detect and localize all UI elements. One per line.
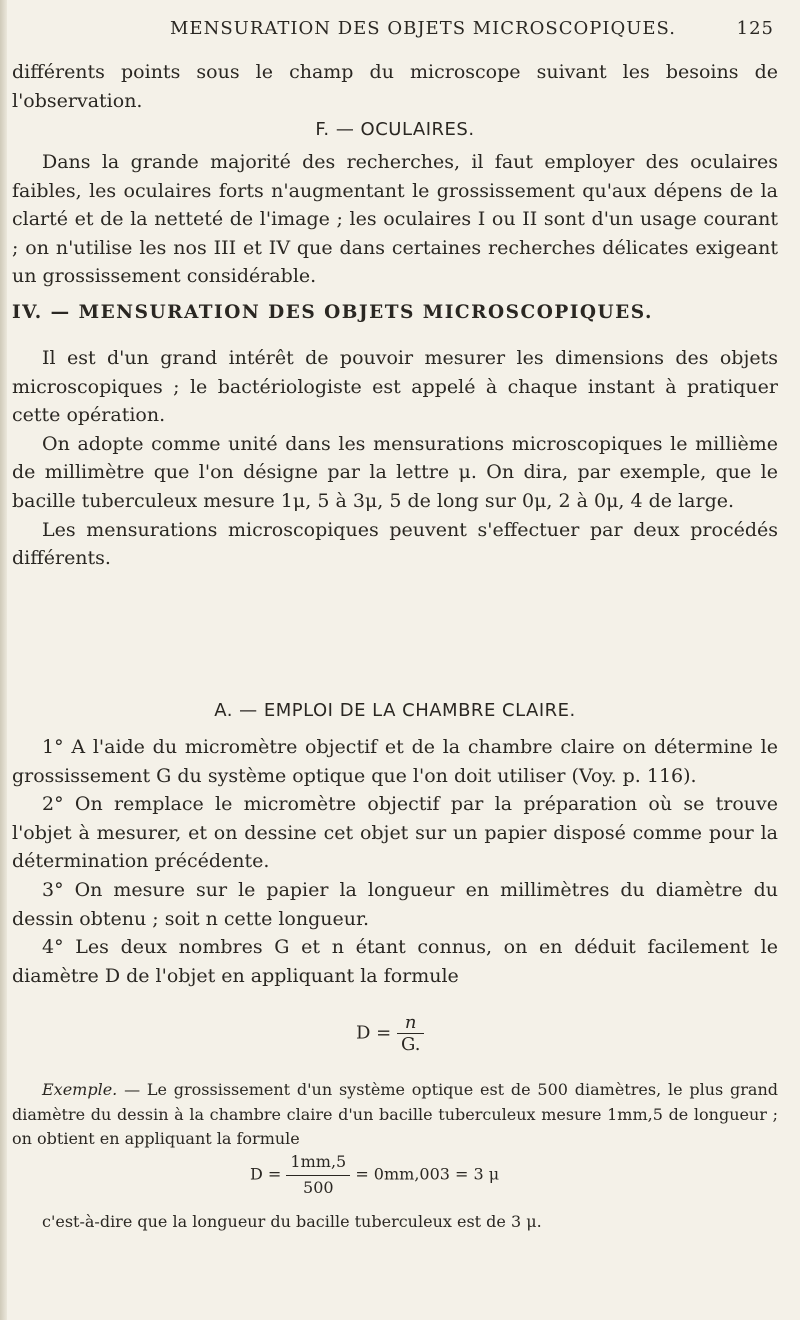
formula-d-equals-n-over-g: D = $\frac{n}{G.}$	[356, 1012, 424, 1055]
oculaires-heading: F. — OCULAIRES.	[315, 119, 475, 140]
step-4: 4° Les deux nombres G et n étant connus, on en déduit facilement le diamètre D de l'objet en appliquant la formule	[12, 936, 778, 987]
example-paragraph	[12, 1078, 778, 1152]
step-3: 3° On mesure sur le papier la longueur en millimètres du diamètre du dessin obtenu ; soit n cette longueur.	[12, 878, 778, 930]
step-1: 1° A l'aide du micromètre objectif et de la chambre claire on détermine le grossissement G du système optique que l'on doit utiliser (Voy. p. 116).	[12, 736, 778, 787]
conclusion-paragraph: c'est-à-dire que la longueur du bacille tuberculeux est de 3 μ.	[42, 1212, 542, 1231]
intro-paragraph: différents points sous le champ du microscope suivant les besoins de l'observation.	[12, 61, 778, 112]
step-2: 2° On remplace le micromètre objectif par la préparation où se trouve l'objet à mesurer, et on dessine cet objet sur un papier disposé comme pour la détermination précédente.	[12, 793, 778, 873]
example-text: — Le grossissement d'un système optique est de 500 diamètres, le plus grand diamètre du dessin à la chambre claire d'un bacille tuberculeux mesure 1mm,5 de longueur ; on obtient en appliquant la formule	[12, 1080, 778, 1148]
section-heading: IV. — MENSURATION DES OBJETS MICROSCOPIQUES.	[12, 302, 653, 323]
section-p3: Les mensurations microscopiques peuvent s'effectuer par deux procédés différents.	[12, 518, 778, 570]
chambre-heading: A. — EMPLOI DE LA CHAMBRE CLAIRE.	[214, 700, 576, 721]
running-title: MENSURATION DES OBJETS MICROSCOPIQUES.	[170, 18, 676, 39]
chambre-steps	[12, 733, 778, 990]
page-gutter	[0, 0, 7, 1320]
page-number: 125	[736, 18, 774, 39]
running-header	[0, 18, 800, 48]
formula-example: D = $\frac{1mm,5}{500}$ = 0mm,003 = 3 μ	[250, 1152, 500, 1197]
oculaires-paragraph: Dans la grande majorité des recherches, il faut employer des oculaires faibles, les oculaires forts n'augmentant le grossissement qu'aux dépens de la clarté et de la netteté de l'image ; les oculaires I ou II sont d'un usage courant ; on n'utilise les nos III et IV que dans certaines recherches délicates exigeant un grossissement considérable.	[12, 151, 778, 288]
example-label: Exemple.	[42, 1080, 118, 1099]
section-body	[12, 344, 778, 573]
section-p2: On adopte comme unité dans les mensurations microscopiques le millième de millimètre que l'on désigne par la lettre μ. On dira, par exemple, que le bacille tuberculeux mesure 1μ, 5 à 3μ, 5 de long sur 0μ, 2 à 0μ, 4 de large.	[12, 432, 778, 512]
section-p1: Il est d'un grand intérêt de pouvoir mesurer les dimensions des objets microscopiques ; le bactériologiste est appelé à chaque instant à pratiquer cette opération.	[12, 347, 778, 427]
